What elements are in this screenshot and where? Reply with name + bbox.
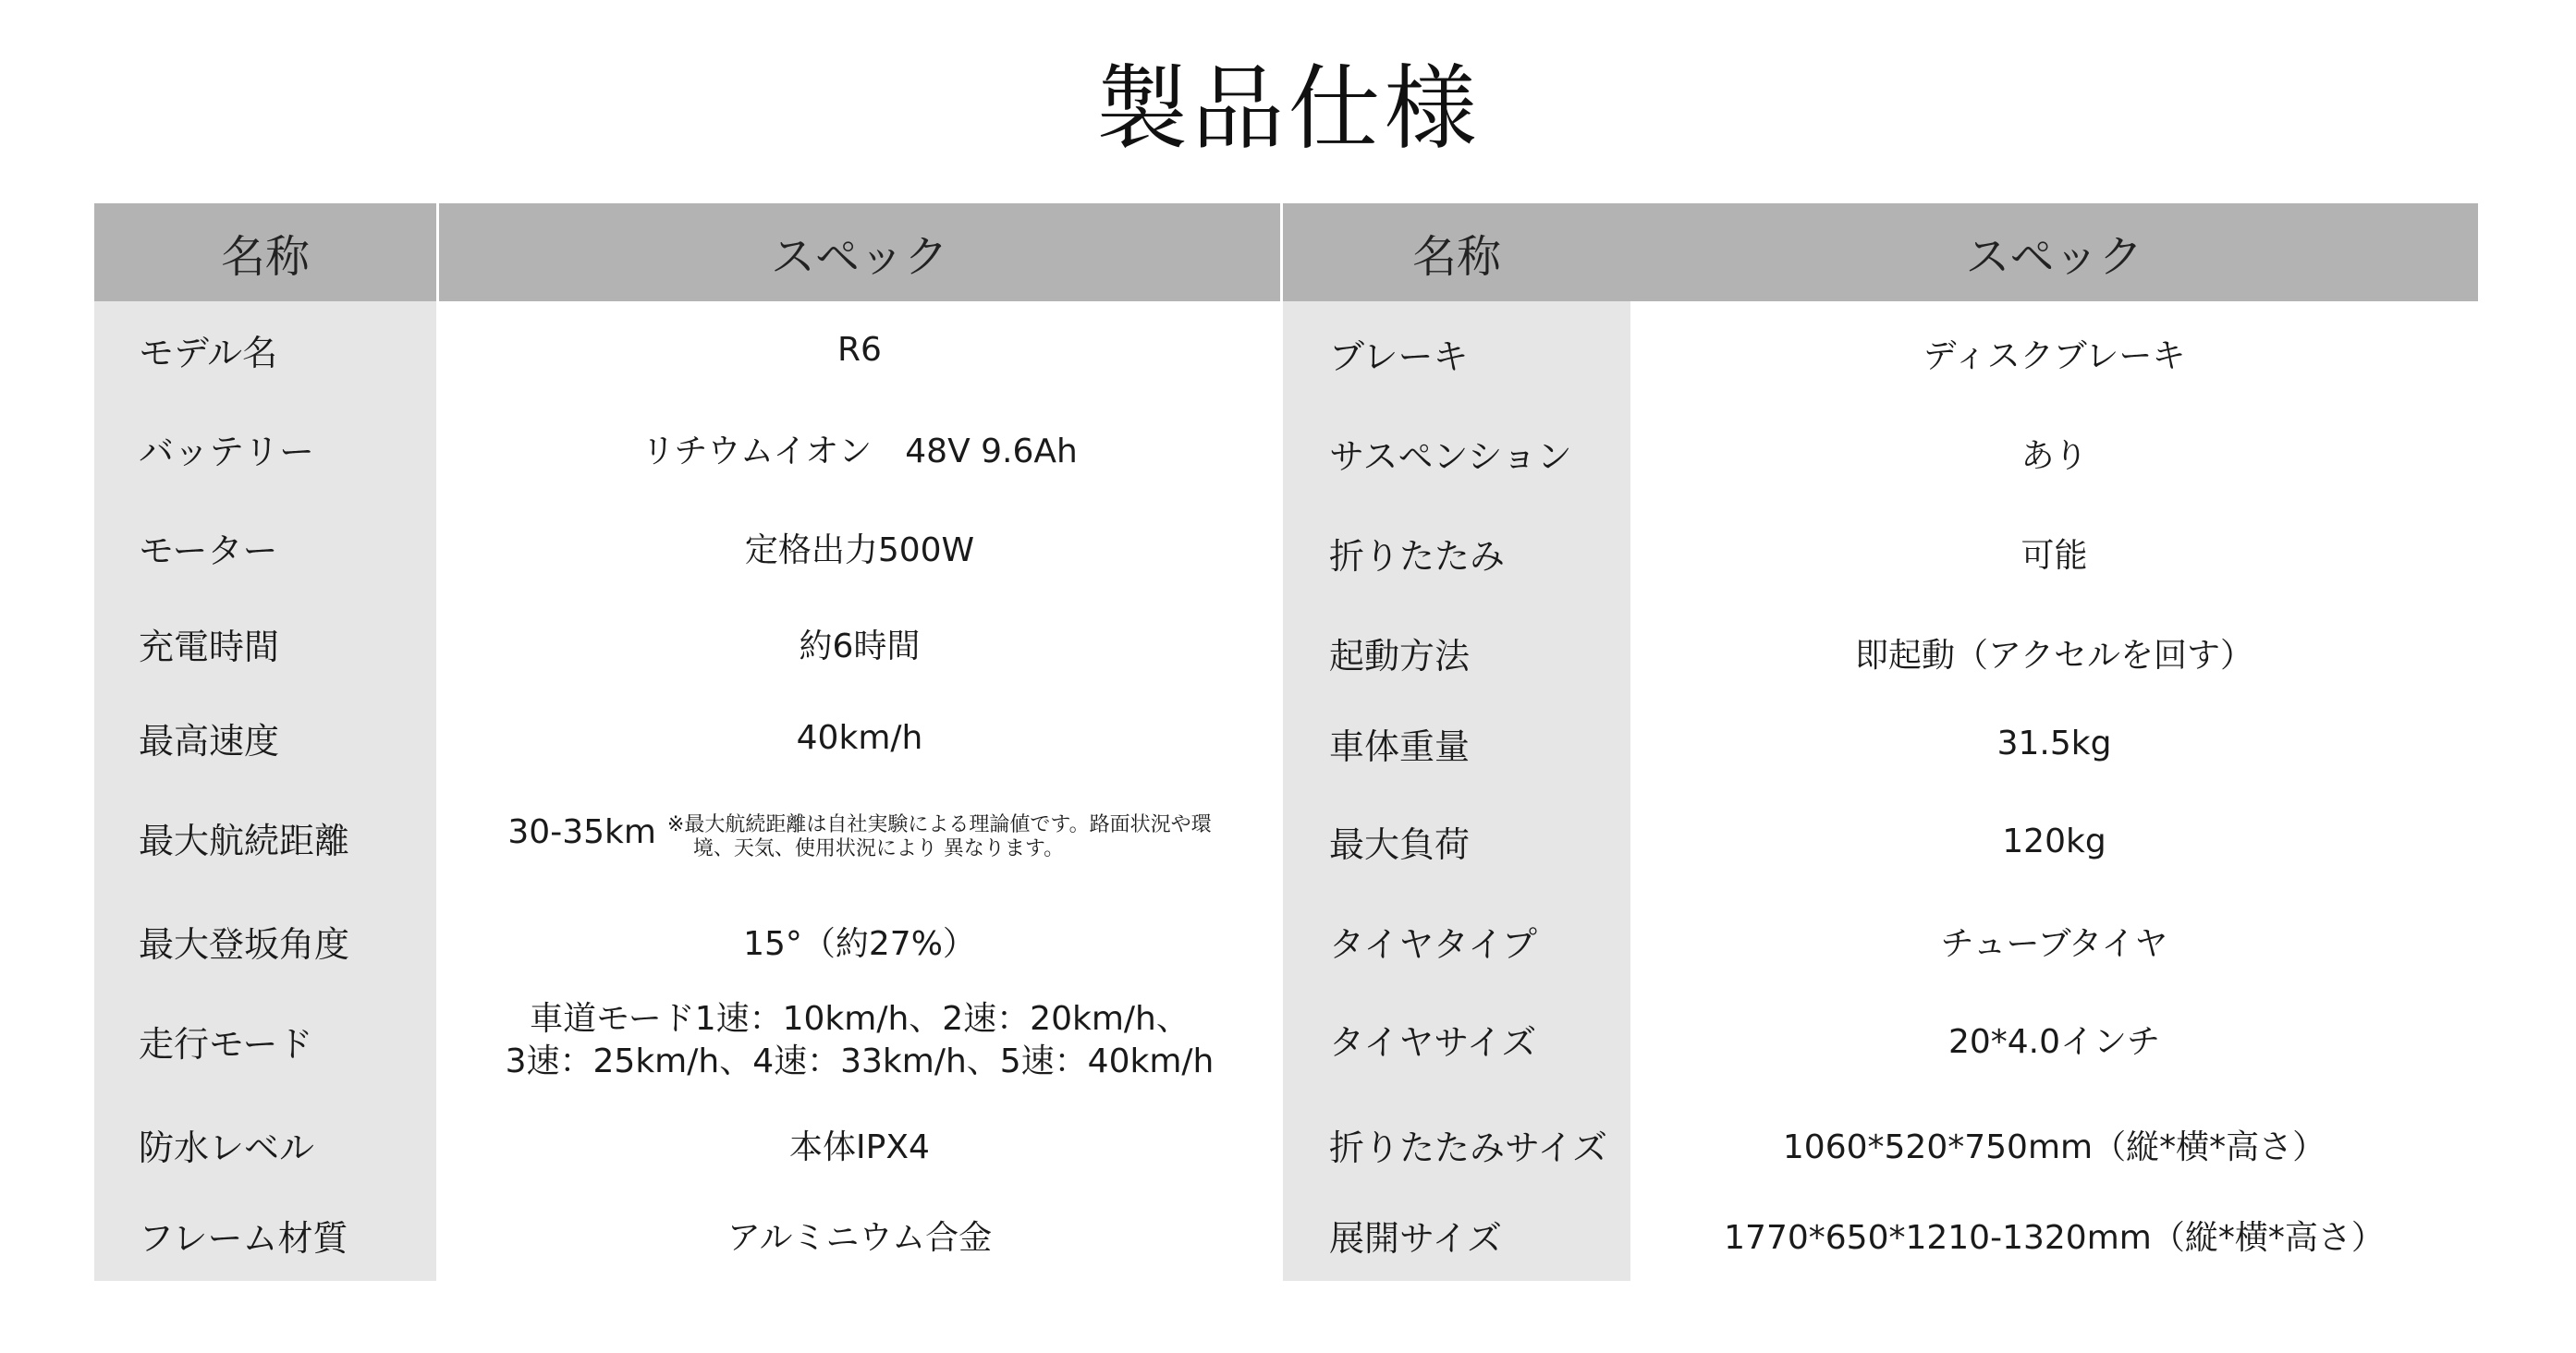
table-row	[1283, 305, 2478, 401]
table-row	[1283, 1096, 2478, 1192]
mode-line1: 車道モード1速：10km/h、2速：20km/h、	[530, 1000, 1190, 1038]
table-row	[94, 595, 1280, 691]
row-spec: 120kg	[2002, 822, 2106, 860]
table-row	[94, 400, 1280, 496]
mode-line2: 3速：25km/h、4速：33km/h、5速：40km/h	[505, 1042, 1215, 1080]
row-name: バッテリー	[139, 431, 315, 472]
table-row	[1283, 695, 2478, 791]
range-note	[667, 813, 1212, 861]
row-name: フレーム材質	[139, 1217, 348, 1259]
row-spec: 40km/h	[796, 718, 923, 757]
table-row	[94, 893, 1280, 989]
row-spec: 本体IPX4	[789, 1128, 930, 1166]
row-spec: 20*4.0インチ	[1947, 1022, 2161, 1061]
row-name: ブレーキ	[1329, 335, 1469, 377]
row-name: 展開サイズ	[1329, 1217, 1502, 1259]
row-spec: R6	[837, 330, 882, 369]
row-name: 折りたたみサイズ	[1329, 1127, 1607, 1168]
row-spec: チューブタイヤ	[1940, 924, 2168, 963]
row-name: 最大負荷	[1329, 823, 1471, 865]
table-row	[1283, 893, 2478, 989]
row-name: モーター	[139, 530, 278, 571]
table-row	[94, 1096, 1280, 1192]
table-row	[94, 301, 1280, 397]
row-name: 最高速度	[139, 720, 280, 762]
row-spec: アルミニウム合金	[726, 1218, 993, 1257]
table-row	[1283, 991, 2478, 1087]
row-spec: 15°（約27%）	[743, 924, 976, 963]
table-row	[1283, 505, 2478, 601]
row-name: 充電時間	[139, 626, 280, 667]
row-spec: 約6時間	[799, 627, 921, 665]
range-note-line2: 境、天気、使用状況により 異なります。	[692, 837, 1065, 860]
row-spec: あり	[2021, 436, 2088, 475]
table-row	[94, 1188, 1280, 1281]
table-row	[94, 689, 1280, 786]
row-spec: 1770*650*1210-1320mm（縦*横*高さ）	[1724, 1218, 2385, 1257]
row-spec: リチウムイオン 48V 9.6Ah	[641, 432, 1078, 470]
row-spec: 31.5kg	[1996, 724, 2112, 762]
row-spec: 即起動（アクセルを回す）	[1855, 636, 2253, 675]
range-value: 30-35km	[507, 813, 656, 851]
spec-table	[94, 203, 2478, 1281]
page-title: 製品仕様	[1095, 55, 1481, 163]
range-note-line1: ※最大航続距離は自社実験による理論値です。路面状況や環	[666, 813, 1212, 836]
header-spec-left: スペック	[439, 203, 1280, 301]
row-name: 防水レベル	[139, 1127, 315, 1168]
row-name: 最大航続距離	[139, 820, 350, 861]
table-row	[94, 499, 1280, 595]
table-row	[94, 987, 1280, 1094]
table-row	[1283, 793, 2478, 889]
row-spec: 定格出力500W	[744, 530, 975, 569]
row-name: タイヤサイズ	[1329, 1021, 1537, 1063]
table-row	[1283, 604, 2478, 701]
header-name-left: 名称	[94, 203, 436, 301]
header-name-right: 名称	[1283, 203, 1630, 301]
header-spec-right: スペック	[1630, 203, 2478, 301]
row-spec: ディスクブレーキ	[1923, 336, 2186, 375]
table-row	[94, 789, 1280, 885]
row-spec: 1060*520*750mm（縦*横*高さ）	[1782, 1128, 2326, 1166]
row-name: サスペンション	[1329, 435, 1572, 477]
row-name: 走行モード	[139, 1023, 313, 1065]
row-name: 車体重量	[1329, 725, 1471, 767]
row-spec-multiline	[439, 987, 1280, 1094]
row-name: 折りたたみ	[1329, 535, 1506, 577]
row-name: 最大登坂角度	[139, 923, 350, 965]
row-name: タイヤタイプ	[1329, 923, 1537, 965]
row-name: モデル名	[139, 332, 278, 373]
row-spec: 可能	[2021, 536, 2088, 575]
table-row	[1283, 405, 2478, 501]
row-spec-with-note	[439, 789, 1280, 885]
row-name: 起動方法	[1329, 635, 1471, 676]
table-row	[1283, 1188, 2478, 1281]
